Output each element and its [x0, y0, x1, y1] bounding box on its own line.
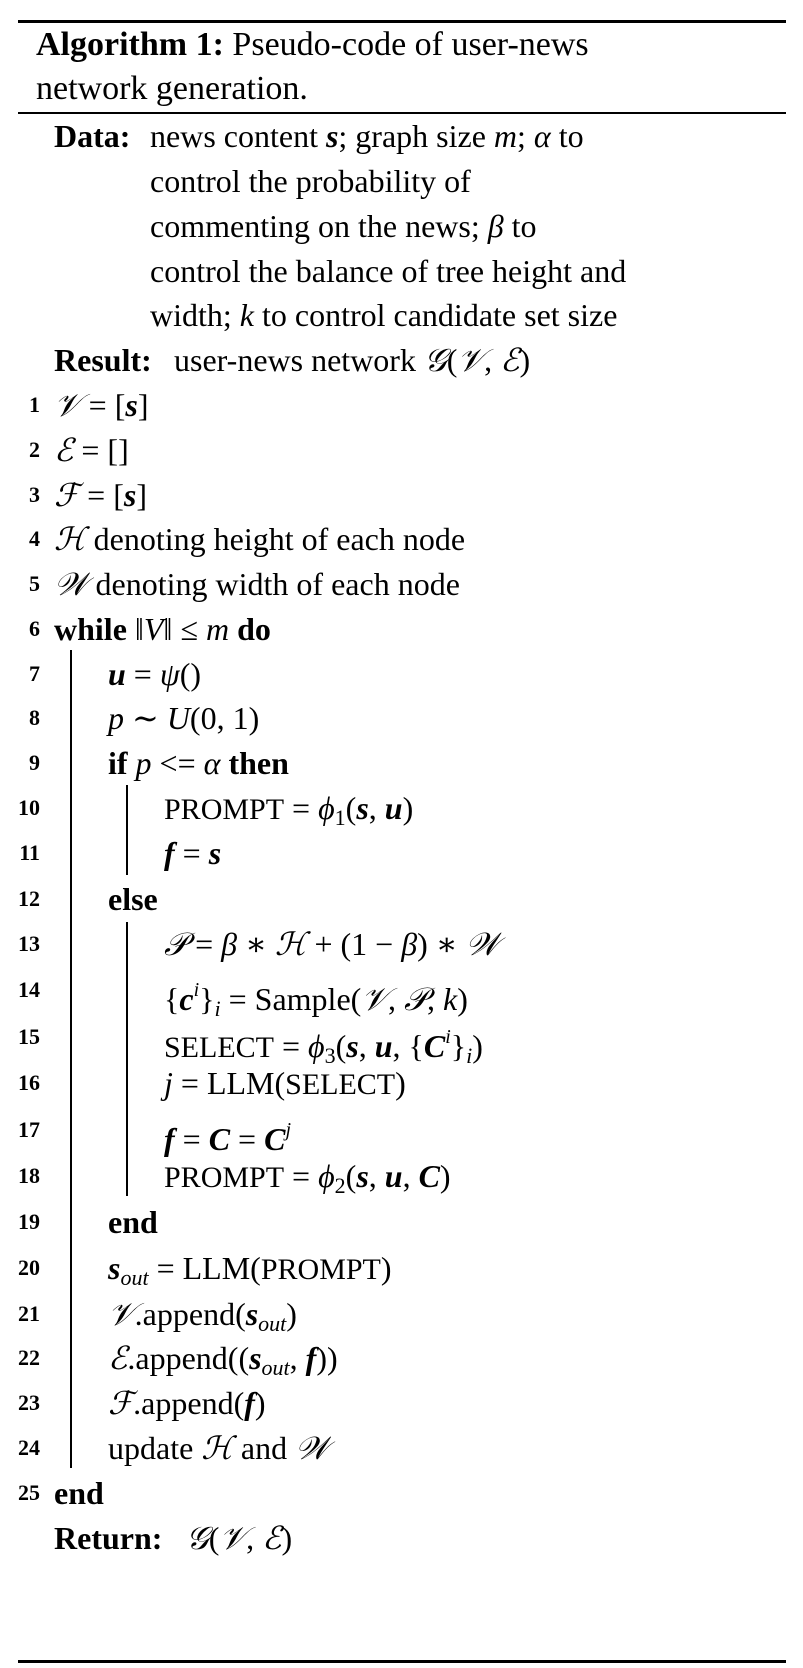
algo-line-16: j = LLM(SELECT): [164, 1065, 406, 1101]
line-number: 9: [29, 750, 40, 775]
algorithm-caption-line2: [36, 66, 308, 112]
line-number: 20: [18, 1255, 40, 1280]
end-if-keyword: end: [108, 1204, 158, 1240]
line-number: 15: [18, 1024, 40, 1049]
end-while-keyword: end: [54, 1475, 104, 1511]
else-body-bar: [126, 922, 128, 1196]
line-number: 14: [18, 977, 40, 1002]
line-number: 18: [18, 1163, 40, 1188]
algo-line-8: p ∼ U(0, 1): [108, 700, 260, 736]
algo-line-24: update ℋ and 𝒲: [108, 1429, 329, 1467]
data-line-5: width; k to control candidate set size: [150, 297, 618, 333]
algo-line-17: $f = C = C^j$: [164, 1119, 291, 1157]
algo-line-4: ℋ denoting height of each node: [54, 520, 466, 558]
line-number: 11: [19, 840, 40, 865]
line-number: 2: [29, 437, 40, 462]
caption-rule: [18, 112, 786, 114]
algo-line-14: $\{c^i\}_i$ = Sample(𝒱, 𝒫, k): [164, 979, 468, 1021]
algo-line-18: PROMPT = $\phi_2(s$, u, C): [164, 1158, 451, 1198]
line-number: 6: [29, 616, 40, 641]
algo-line-21: $𝒱.append(s_{out})$: [108, 1295, 297, 1336]
line-number: 3: [29, 482, 40, 507]
line-number: 13: [18, 931, 40, 956]
algo-line-3: ℱ = [s]: [54, 476, 147, 514]
line-number: 7: [29, 661, 40, 686]
algo-line-5: 𝒲 denoting width of each node: [54, 565, 460, 603]
algo-line-1: 𝒱 = [s]: [54, 386, 149, 424]
data-line-1: news content s; graph size m; α to: [150, 118, 584, 154]
while-body-bar: [70, 650, 72, 1468]
algo-line-20: $s_{out}$ = LLM(PROMPT): [108, 1250, 392, 1290]
line-number: 16: [18, 1070, 40, 1095]
line-number: 10: [18, 795, 40, 820]
do-keyword: do: [237, 611, 271, 647]
if-keyword: if: [108, 745, 128, 781]
then-keyword: then: [228, 745, 289, 781]
line-number: 12: [18, 886, 40, 911]
line-number: 8: [29, 705, 40, 730]
algo-line-7: u = ψ(): [108, 656, 202, 692]
algo-line-11: f = s: [164, 835, 222, 871]
result-text: user-news network 𝒢(𝒱, ℰ): [174, 341, 531, 379]
data-line-3: commenting on the news; β to: [150, 208, 537, 244]
algo-line-13: 𝒫 = β ∗ ℋ + (1 − β) ∗ 𝒲: [164, 925, 500, 963]
algo-line-2: ℰ = []: [54, 431, 129, 469]
line-number: 17: [18, 1117, 40, 1142]
else-keyword: else: [108, 881, 158, 917]
caption-title-line2: network generation.: [36, 70, 308, 107]
data-line-4: control the balance of tree height and: [150, 253, 627, 289]
result-label: Result:: [54, 342, 152, 378]
algo-line-10: PROMPT = $\phi_1(s$, u): [164, 790, 414, 830]
caption-title-line1: Pseudo-code of user-news: [232, 26, 589, 63]
line-number: 1: [29, 392, 40, 417]
line-number: 23: [18, 1390, 40, 1415]
line-number: 22: [18, 1345, 40, 1370]
algo-line-15: SELECT = $\phi_3(s$, u, $\{C^i\}_i$): [164, 1026, 483, 1068]
line-number: 24: [18, 1435, 40, 1460]
algo-line-6: while ‖V‖ ≤ m do: [54, 611, 271, 647]
if-body-bar: [126, 785, 128, 875]
line-number: 19: [18, 1209, 40, 1234]
algo-line-22: $ℰ.append((s_{out}$, f)): [108, 1339, 338, 1380]
algo-line-9: if p <= α then: [108, 745, 289, 781]
return-value: 𝒢(𝒱, ℰ): [186, 1519, 293, 1557]
bottom-rule: [18, 1660, 786, 1663]
algorithm-caption: [36, 22, 589, 68]
line-number: 25: [18, 1480, 40, 1505]
while-keyword: while: [54, 611, 127, 647]
data-label: Data:: [54, 118, 131, 154]
line-number: 4: [29, 526, 40, 551]
line-number: 21: [18, 1301, 40, 1326]
data-line-2: control the probability of: [150, 163, 471, 199]
line-number: 5: [29, 571, 40, 596]
return-label: Return:: [54, 1520, 163, 1556]
caption-label: Algorithm 1:: [36, 26, 224, 63]
algo-line-23: ℱ.append(f): [108, 1384, 266, 1422]
